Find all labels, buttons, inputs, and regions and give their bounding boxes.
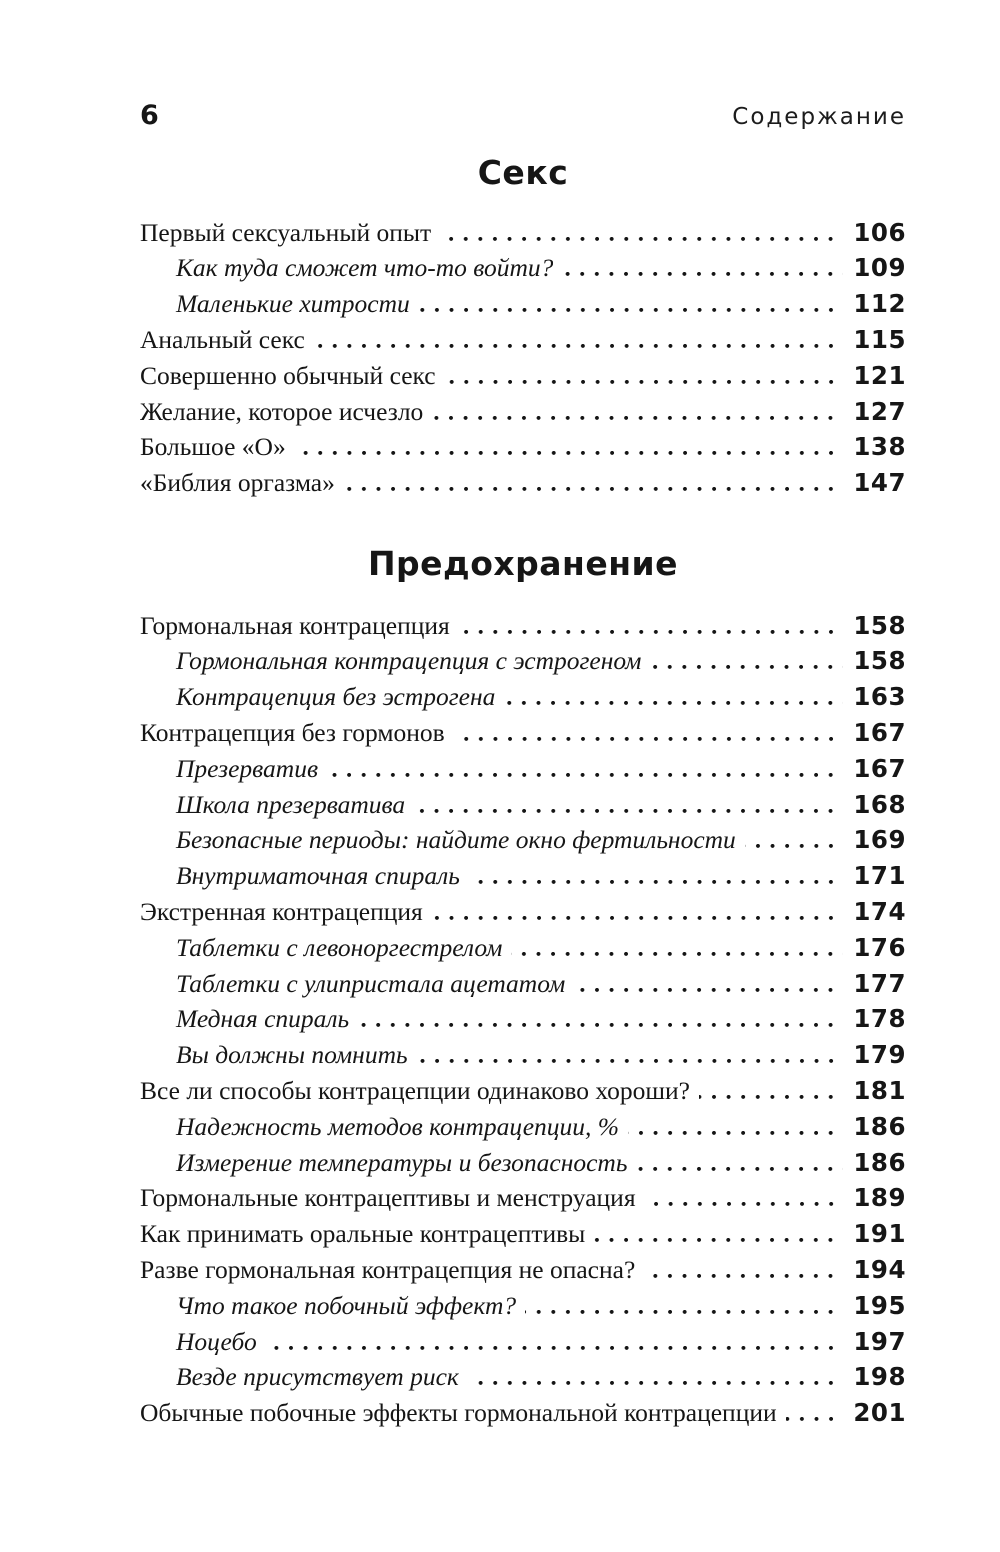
toc-sections (140, 153, 906, 1431)
toc-section (140, 544, 906, 1431)
toc-entry-label: Гормональные контрацептивы и менструация (140, 1183, 636, 1213)
toc-entry-page: 106 (853, 217, 906, 247)
dot-leader (636, 1166, 843, 1171)
toc-entry-label: Внутриматочная спираль (176, 861, 460, 891)
toc-entry (140, 715, 906, 751)
dot-leader (295, 450, 844, 455)
toc-entry (140, 1359, 906, 1395)
toc-entry-page: 174 (853, 897, 906, 927)
toc-entry (140, 250, 906, 286)
toc-entry (140, 1180, 906, 1216)
toc-entry-label: Контрацепция без эстрогена (176, 682, 496, 712)
toc-entry-label: Таблетки с улипристала ацетатом (176, 968, 566, 998)
toc-entry (140, 679, 906, 715)
dot-leader (645, 1201, 844, 1206)
toc-entry-page: 198 (853, 1362, 906, 1392)
toc-entry-page: 197 (853, 1326, 906, 1356)
running-head (140, 0, 906, 129)
toc-entry-page: 178 (853, 1004, 906, 1034)
toc-entry-label: Безопасные периоды: найдите окно фертильности (176, 825, 736, 855)
dot-leader (432, 915, 844, 920)
toc-entry-label: Экстренная контрацепция (140, 897, 423, 927)
toc-entry (140, 1216, 906, 1252)
toc-entry (140, 1395, 906, 1431)
toc-page (140, 0, 906, 1431)
toc-entry-label: Медная спираль (176, 1004, 350, 1034)
dot-leader (417, 1058, 844, 1063)
toc-entry (140, 751, 906, 787)
dot-leader (562, 271, 843, 276)
dot-leader (745, 843, 844, 848)
dot-leader (594, 1237, 843, 1242)
toc-entry-page: 179 (853, 1040, 906, 1070)
dot-leader (419, 307, 844, 312)
dot-leader (314, 343, 844, 348)
toc-entry (140, 1037, 906, 1073)
toc-entry-page: 189 (853, 1183, 906, 1213)
dot-leader (344, 486, 843, 491)
toc-entry-label: Большое «О» (140, 432, 286, 462)
toc-entry-page: 191 (853, 1219, 906, 1249)
toc-entry-label: Маленькие хитрости (176, 289, 410, 319)
toc-entry-label: Как туда сможет что-то войти? (176, 253, 554, 283)
toc-entry-page: 176 (853, 932, 906, 962)
toc-entry (140, 1073, 906, 1109)
section-title: Секс (477, 153, 569, 192)
toc-section (140, 153, 906, 501)
toc-entry-label: «Библия оргазма» (140, 468, 335, 498)
dot-leader (628, 1130, 843, 1135)
toc-entry-page: 168 (853, 789, 906, 819)
toc-entry-label: Надежность методов контрацепции, % (176, 1111, 620, 1141)
toc-entry (140, 858, 906, 894)
dot-leader (414, 808, 843, 813)
dot-leader (699, 1094, 843, 1099)
toc-entry-label: Анальный секс (140, 325, 305, 355)
page-number: 6 (140, 100, 159, 131)
toc-entry (140, 822, 906, 858)
toc-entry-page: 186 (853, 1147, 906, 1177)
dot-leader (525, 1309, 843, 1314)
toc-entry-label: Совершенно обычный секс (140, 360, 436, 390)
toc-entry (140, 1001, 906, 1037)
toc-entry-label: Измерение температуры и безопасность (176, 1147, 628, 1177)
toc-entry (140, 1145, 906, 1181)
toc-entry (140, 286, 906, 322)
toc-entry (140, 429, 906, 465)
section-title: Предохранение (367, 544, 679, 584)
toc-entry-page: 121 (853, 360, 906, 390)
toc-entry-page: 112 (853, 289, 906, 319)
toc-entry (140, 358, 906, 394)
toc-entry (140, 1288, 906, 1324)
toc-entry-page: 195 (853, 1290, 906, 1320)
running-title: Содержание (732, 104, 906, 130)
toc-entry (140, 930, 906, 966)
dot-leader (358, 1022, 843, 1027)
dot-leader (445, 379, 844, 384)
toc-entry-label: Таблетки с левоноргестрелом (176, 932, 503, 962)
dot-leader (327, 772, 843, 777)
section-entries (140, 215, 906, 501)
toc-entry-page: 109 (853, 253, 906, 283)
toc-entry-label: Как принимать оральные контрацептивы (140, 1219, 586, 1249)
toc-entry (140, 394, 906, 430)
toc-entry-page: 181 (853, 1076, 906, 1106)
toc-entry (140, 608, 906, 644)
dot-leader (644, 1273, 843, 1278)
toc-entry-label: Обычные побочные эффекты гормональной контрацепции (140, 1398, 777, 1428)
toc-entry-label: Гормональная контрацепция с эстрогеном (176, 646, 642, 676)
dot-leader (454, 736, 844, 741)
toc-entry-label: Все ли способы контрацепции одинаково хороши? (140, 1076, 690, 1106)
toc-entry-label: Презерватив (176, 753, 319, 783)
toc-entry (140, 894, 906, 930)
dot-leader (511, 951, 843, 956)
toc-entry-label: Гормональная контрацепция (140, 610, 450, 640)
dot-leader (468, 1380, 844, 1385)
toc-entry-page: 201 (853, 1398, 906, 1428)
toc-entry (140, 465, 906, 501)
toc-entry-label: Ноцебо (176, 1326, 257, 1356)
dot-leader (432, 415, 843, 420)
toc-entry-page: 163 (853, 682, 906, 712)
dot-leader (786, 1416, 844, 1421)
toc-entry-page: 186 (853, 1111, 906, 1141)
toc-entry-page: 127 (853, 396, 906, 426)
toc-entry-label: Везде присутствует риск (176, 1362, 459, 1392)
toc-entry (140, 787, 906, 823)
dot-leader (650, 664, 843, 669)
toc-entry-label: Что такое побочный эффект? (176, 1290, 517, 1320)
dot-leader (266, 1345, 844, 1350)
toc-entry (140, 1252, 906, 1288)
toc-entry-page: 194 (853, 1255, 906, 1284)
toc-entry-page: 115 (853, 325, 906, 355)
toc-entry-label: Школа презерватива (176, 789, 406, 819)
toc-entry-label: Контрацепция без гормонов (140, 718, 445, 748)
dot-leader (440, 236, 843, 241)
toc-entry (140, 1109, 906, 1145)
dot-leader (469, 879, 844, 884)
dot-leader (459, 629, 844, 634)
dot-leader (504, 700, 843, 705)
toc-entry-label: Первый сексуальный опыт (140, 217, 432, 247)
toc-entry (140, 1324, 906, 1360)
toc-entry (140, 643, 906, 679)
section-entries (140, 608, 906, 1431)
toc-entry-page: 171 (853, 861, 906, 891)
toc-entry (140, 215, 906, 251)
toc-entry-label: Вы должны помнить (176, 1040, 408, 1070)
toc-entry-page: 167 (853, 718, 906, 748)
dot-leader (574, 987, 843, 992)
toc-entry-page: 158 (853, 646, 906, 676)
toc-entry-label: Желание, которое исчезло (140, 396, 424, 426)
toc-entry-page: 147 (853, 468, 906, 498)
toc-entry-page: 177 (853, 968, 906, 998)
toc-entry-page: 138 (853, 432, 906, 462)
toc-entry (140, 966, 906, 1002)
toc-entry-page: 158 (853, 610, 906, 640)
toc-entry (140, 322, 906, 358)
toc-entry-page: 167 (853, 753, 906, 783)
toc-entry-label: Разве гормональная контрацепция не опасна? (140, 1255, 636, 1284)
toc-entry-page: 169 (853, 825, 906, 855)
